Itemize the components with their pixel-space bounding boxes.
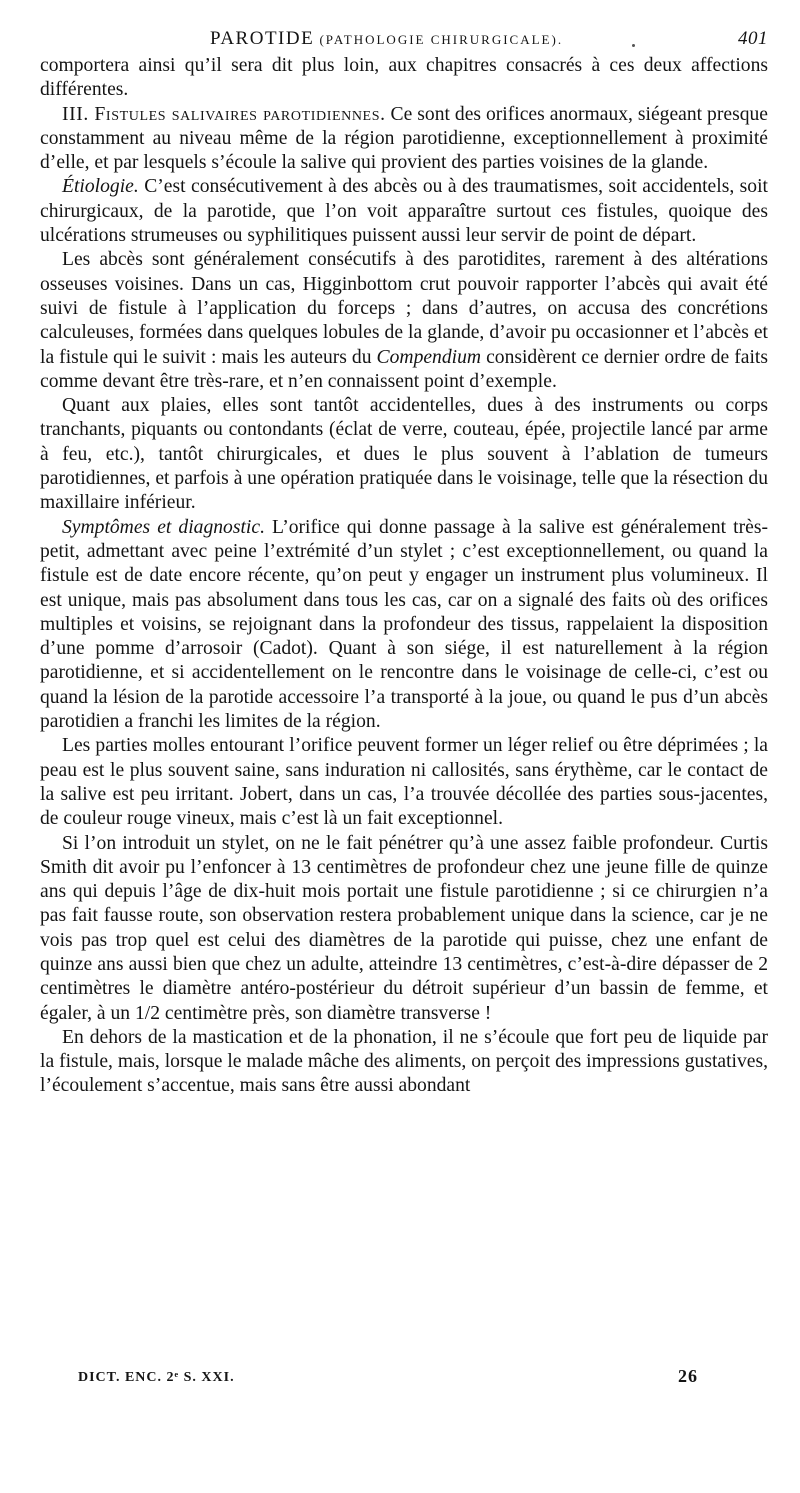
- paragraph-text: Ce sont des orifices anormaux, siégeant presque constamment au niveau même de la région parotidienne, exceptionnellement à proximité d’elle, et par lesquels s’écoule la salive qui provient des parties voisines de la glande.: [40, 103, 768, 174]
- paragraph-text: En dehors de la mastication et de la phonation, il ne s’écoule que fort peu de liquide par la fistule, mais, lorsque le malade mâche des aliments, on perçoit des impressions gustatives, l’écoulement s’accentue, mais sans être aussi abondant: [40, 1026, 768, 1097]
- paragraph-text: Les abcès sont généralement consécutifs à des parotidites, rarement à des altérations osseuses voisines. Dans un cas, Higginbottom crut pouvoir rapporter l’abcès qui avait été suivi de fistule à l’application du forceps ; dans d’autres, on accusa des concrétions calculeuses, formées dans quelques lobules de la glande, d’avoir pu occasionner et l’abcès et la fistule qui le suivit : mais les auteurs du: [40, 249, 768, 368]
- paragraph-text: Les parties molles entourant l’orifice peuvent former un léger relief ou être déprimées ; la peau est le plus souvent saine, sans induration ni callosités, sans érythème, car le contact de la salive est peu irritant. Jobert, dans un cas, l’a trouvée décollée des parties sous-jacentes, de couleur rouge vineux, mais c’est là un fait exceptionnel.: [40, 735, 768, 830]
- running-head: [40, 28, 768, 54]
- paragraph-text: L’orifice qui donne passage à la salive est généralement très-petit, admettant avec peine l’extrémité d’un stylet ; c’est exceptionnellement, ou quand la fistule est de date encore récente, qu’on peut y engager un instrument plus volumineux. Il est unique, mais pas absolument dans tous les cas, car on a signalé des faits où des orifices multiples et voisins, se rejoignant dans la profondeur des tissus, rappelaient la disposition d’une pomme d’arrosoir (Cadot). Quant à son siége, il est naturellement à la région parotidienne, et si accidentellement on le rencontre dans le voisinage de celle-ci, c’est ou quand la lésion de la parotide accessoire l’a transporté à la joue, ou quand le pus d’un abcès parotidien a franchi les limites de la région.: [40, 516, 768, 733]
- section-heading: III. Fistules salivaires parotidiennes.: [62, 103, 386, 125]
- paragraph-plaies: [40, 394, 768, 515]
- paragraph-text: C’est consécutivement à des abcès ou à des traumatismes, soit accidentels, soit chirurgicaux, de la parotide, que l’on voit apparaître surtout ces fistules, quoique des ulcérations strumeuses ou syphilitiques puissent aussi leur servir de point de départ.: [40, 176, 768, 247]
- paragraph-abces: [40, 248, 768, 394]
- running-title-sub: (PATHOLOGIE CHIRURGICALE).: [319, 32, 564, 47]
- signature-mark: DICT. ENC. 2ᵉ S. XXI.: [78, 1370, 235, 1385]
- page-footer: [78, 1366, 698, 1390]
- paragraph-text: Quant aux plaies, elles sont tantôt accidentelles, dues à des instruments ou corps tranchants, piquants ou contondants (éclat de verre, couteau, épée, projectile lancé par arme à feu, etc.), tantôt chirurgicales, et dues le plus souvent à l’ablation de tumeurs parotidiennes, et parfois à une opération pratiquée dans le voisinage, telle que la résection du maxillaire inférieur.: [40, 395, 768, 514]
- work-title-compendium: Compendium: [376, 346, 482, 368]
- paragraph-etiologie: [40, 175, 768, 248]
- running-title-main: PAROTIDE: [210, 28, 315, 49]
- paragraph-mastication: [40, 1026, 768, 1099]
- subsection-heading-etiologie: Étiologie.: [62, 176, 139, 198]
- paragraph-text: considèrent ce dernier ordre de faits comme devant être très-rare, et n’en connaissent point d’exemple.: [40, 346, 768, 392]
- speck-mark: [632, 44, 635, 47]
- body-text: [40, 54, 768, 1099]
- subsection-heading-symptomes: Symptômes et diagnostic.: [62, 516, 265, 538]
- paragraph-fistules: [40, 103, 768, 176]
- paragraph-text: comportera ainsi qu’il sera dit plus loin, aux chapitres consacrés à ces deux affections différentes.: [40, 55, 768, 101]
- paragraph-continuation: [40, 54, 768, 103]
- paragraph-parties-molles: [40, 734, 768, 831]
- paragraph-text: Si l’on introduit un stylet, on ne le fait pénétrer qu’à une assez faible profondeur. Curtis Smith dit avoir pu l’enfoncer à 13 centimètres de profondeur chez une jeune fille de quinze ans qui depuis l’âge de dix-huit mois portait une fistule parotidienne ; si ce chirurgien n’a pas fait fausse route, son observation restera probablement unique dans la science, car je ne vois pas trop quel est celui des diamètres de la parotide qui puisse, chez une enfant de quinze ans aussi bien que chez un adulte, atteindre 13 centimètres, c’est-à-dire dépasser de 2 centimètres le diamètre antéro-postérieur du détroit supérieur d’un bassin de femme, et égaler, à un 1/2 centimètre près, son diamètre transverse !: [40, 832, 768, 1024]
- sheet-number: 26: [678, 1366, 698, 1386]
- page-number: 401: [738, 28, 768, 49]
- page: [40, 28, 768, 1099]
- paragraph-symptomes: [40, 516, 768, 735]
- paragraph-stylet: [40, 832, 768, 1026]
- running-title: [210, 28, 563, 50]
